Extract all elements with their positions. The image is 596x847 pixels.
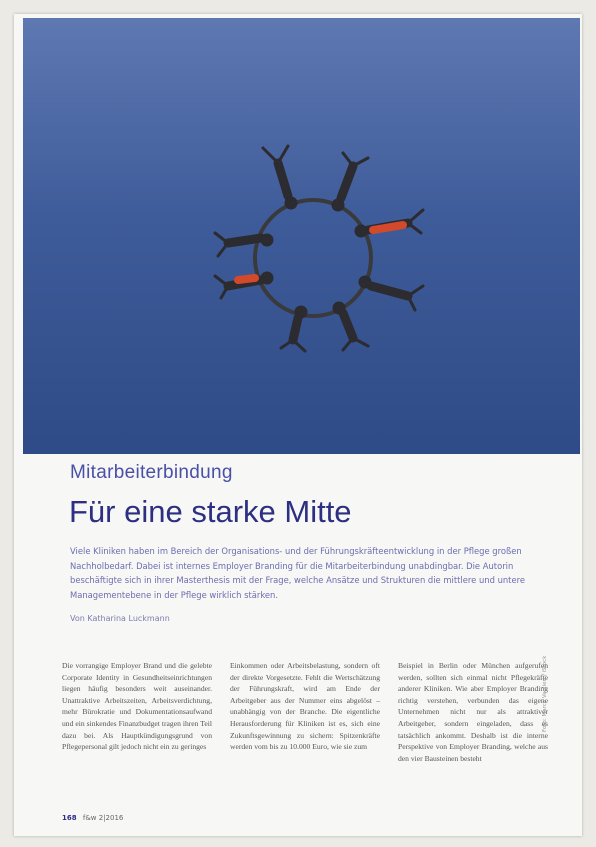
article-column-2: Einkommen oder Arbeitsbelastung, sondern oft der direkte Vorgesetzte. Fehlt die Wertschätzung der Führungskraft, wird am Ende der Arbeitgeber aus der Nummer eins abgelöst – unabhängig von der Branche. Die eigentliche Herausforderung für Kliniken ist es, sich eine Zukunftsgewinnung zu sichern: Spitzenkräfte werden vom bis zu 10.000 Euro, wie sie zum xyxy=(230,661,380,752)
article-column-3: Beispiel in Berlin oder München aufgerufen werden, sollten sich einmal nicht Pflegekräfte anderer Kliniken. Wie aber Employer Branding richtig verstehen, verbunden das eigene Unternehmen nicht nur als attraktiver Arbeitgeber, sondern eingeladen, dass es tatsächlich ankommt. Deshalb ist die interne Perspektive von Employer Branding, welche aus den vier Bausteinen besteht xyxy=(398,661,548,763)
article-title: Für eine starke Mitte xyxy=(69,494,352,529)
article-byline: Von Katharina Luckmann xyxy=(70,614,170,623)
page-footer xyxy=(62,814,123,822)
article-kicker: Mitarbeiterbindung xyxy=(70,462,233,483)
skydiver-formation-illustration xyxy=(23,18,580,454)
article-column-1: Die vorrangige Employer Brand und die gelebte Corporate Identity in Gesundheitseinrichtungen liegen häufig besonders weit auseinander. Unattraktive Arbeitszeiten, Arbeitsverdichtung, mehr Bürokratie und Dokumentationsaufwand und ein sinkendes Finanzbudget tragen ihren Teil dazu bei. Als Hauptkündigungsgrund von Pflegepersonal gilt jedoch nicht ein zu geringes xyxy=(62,661,212,752)
issue-label: f&w 2|2016 xyxy=(82,814,124,822)
photo-credit: Foto: Marco Vaglieri / iStock xyxy=(542,655,548,732)
hero-photo-skydivers xyxy=(23,18,580,454)
magazine-page xyxy=(14,14,582,836)
page-number: 168 xyxy=(62,814,77,822)
article-lead: Viele Kliniken haben im Bereich der Organisations- und der Führungskräfteentwicklung in der Pflege großen Nachholbedarf. Dabei ist internes Employer Branding für die Mitarbeiterbindung unabdingbar. Die Autorin beschäftigte sich in ihrer Masterthesis mit der Frage, welche Ansätze und Strukturen die mittlere und untere Managementebene in der Pflege wirklich stärken. xyxy=(70,546,526,600)
